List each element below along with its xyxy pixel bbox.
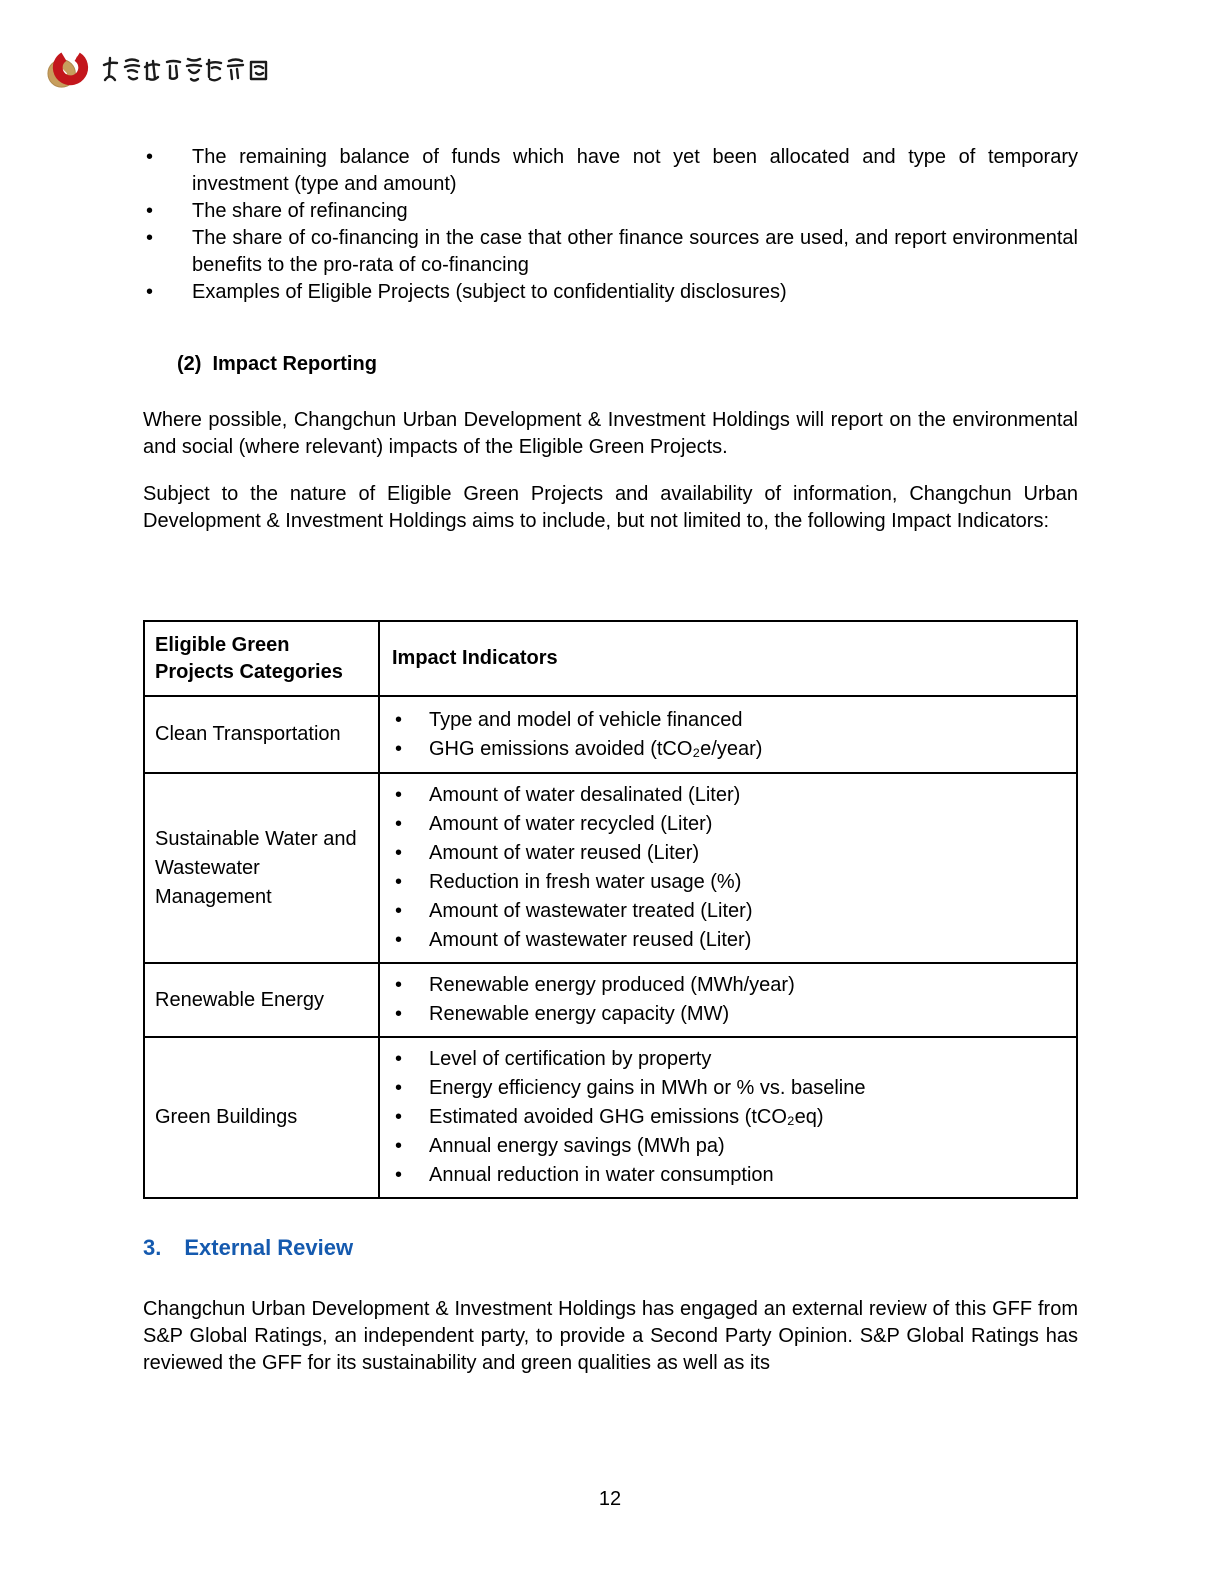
impact-indicators-table <box>143 620 1078 1199</box>
indicator-item: • Annual energy savings (MWh pa) <box>394 1132 1066 1161</box>
list-item: • The share of refinancing <box>143 198 1078 225</box>
table-row <box>144 963 1077 1037</box>
logo-emblem-icon <box>45 47 92 94</box>
indicator-item: • Annual reduction in water consumption <box>394 1161 1066 1190</box>
heading-number: 3. <box>143 1235 162 1260</box>
intro-bullet-list <box>143 144 1078 306</box>
indicator-item: • Amount of water reused (Liter) <box>394 839 1066 868</box>
indicator-item: • Amount of wastewater reused (Liter) <box>394 926 1066 955</box>
indicator-item: • Reduction in fresh water usage (%) <box>394 868 1066 897</box>
indicator-item: • Amount of water recycled (Liter) <box>394 810 1066 839</box>
indicator-item: • Estimated avoided GHG emissions (tCO₂eq) <box>394 1103 1066 1132</box>
table-row <box>144 696 1077 773</box>
indicator-item: • Level of certification by property <box>394 1045 1066 1074</box>
page-number: 12 <box>598 1488 622 1510</box>
column-header-indicators: Impact Indicators <box>379 621 1077 696</box>
table-row <box>144 773 1077 963</box>
impact-reporting-paragraph-2: Subject to the nature of Eligible Green Projects and availability of information, Changchun Urban Development & Investment Holdings aims to include, but not limited to, the following Impact Indicators: <box>143 483 1078 532</box>
indicators-cell <box>379 773 1077 963</box>
indicator-item: • Renewable energy produced (MWh/year) <box>394 971 1066 1000</box>
logo-calligraphy-text <box>101 53 273 89</box>
category-cell: Clean Transportation <box>144 696 379 773</box>
list-item: • The remaining balance of funds which have not yet been allocated and type of temporary investment (type and amount) <box>143 144 1078 198</box>
company-logo <box>45 47 273 94</box>
external-review-paragraph: Changchun Urban Development & Investment Holdings has engaged an external review of this GFF from S&P Global Ratings, an independent party, to provide a Second Party Opinion. S&P Global Ratings has reviewed the GFF for its sustainability and green qualities as well as its <box>143 1298 1078 1374</box>
impact-reporting-heading <box>143 353 377 376</box>
external-review-heading <box>143 1235 353 1261</box>
indicator-item: • Type and model of vehicle financed <box>394 706 1066 735</box>
table-row <box>144 1037 1077 1198</box>
list-item: • The share of co-financing in the case that other finance sources are used, and report environmental benefits to the pro-rata of co-financing <box>143 225 1078 279</box>
impact-reporting-paragraph-1: Where possible, Changchun Urban Development & Investment Holdings will report on the environmental and social (where relevant) impacts of the Eligible Green Projects. <box>143 409 1078 458</box>
category-cell: Sustainable Water and Wastewater Management <box>144 773 379 963</box>
indicator-item: • Renewable energy capacity (MW) <box>394 1000 1066 1029</box>
list-item: • Examples of Eligible Projects (subject to confidentiality disclosures) <box>143 279 1078 306</box>
heading-number: (2) <box>177 353 202 375</box>
indicators-cell <box>379 1037 1077 1198</box>
heading-text: External Review <box>184 1235 354 1260</box>
indicators-cell <box>379 696 1077 773</box>
indicators-cell <box>379 963 1077 1037</box>
table-header-row <box>144 621 1077 696</box>
column-header-categories: Eligible Green Projects Categories <box>144 621 379 696</box>
indicator-item: • Amount of water desalinated (Liter) <box>394 781 1066 810</box>
indicator-item: • Amount of wastewater treated (Liter) <box>394 897 1066 926</box>
category-cell: Renewable Energy <box>144 963 379 1037</box>
indicator-item: • Energy efficiency gains in MWh or % vs. baseline <box>394 1074 1066 1103</box>
category-cell: Green Buildings <box>144 1037 379 1198</box>
indicator-item: • GHG emissions avoided (tCO₂e/year) <box>394 735 1066 764</box>
heading-text: Impact Reporting <box>212 353 377 375</box>
